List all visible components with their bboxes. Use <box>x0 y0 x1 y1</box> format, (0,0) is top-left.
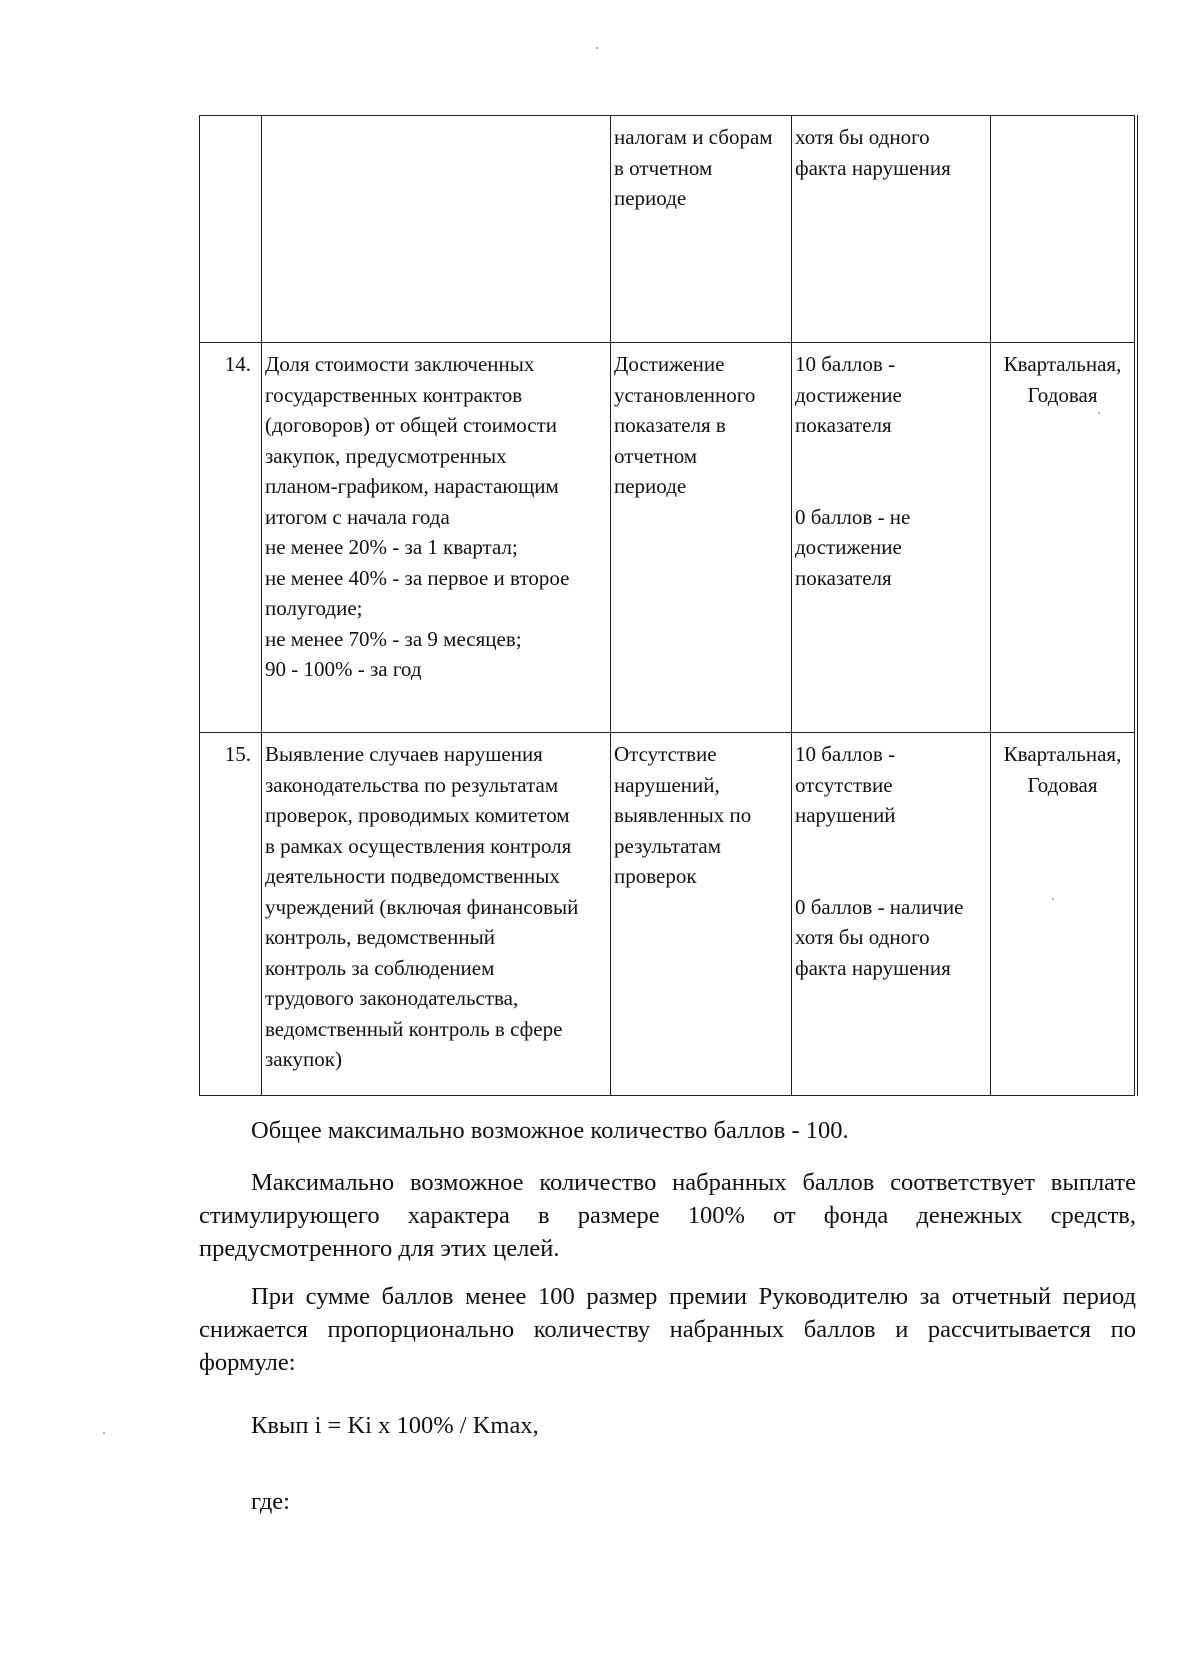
row-number-cell: 14. <box>200 343 262 733</box>
score-line: 0 баллов - не <box>795 504 911 529</box>
criterion-cell <box>611 116 792 343</box>
score-line: нарушений <box>795 803 896 827</box>
score-line: 10 баллов - <box>795 352 896 376</box>
table-row <box>200 116 1137 343</box>
indicator-cell <box>262 343 611 733</box>
indicator-line: 90 - 100% - за год <box>265 657 422 681</box>
criterion-line: нарушений, <box>614 772 720 797</box>
indicator-line: итогом с начала года <box>265 504 450 529</box>
criterion-line: Отсутствие <box>614 742 717 766</box>
indicator-line: не менее 20% - за 1 квартал; <box>265 535 518 559</box>
criterion-line: налогам и сборам <box>614 125 773 149</box>
indicator-line: планом-графиком, нарастающим <box>265 474 559 498</box>
score-spacer <box>795 441 988 502</box>
period-line: Годовая <box>1027 772 1098 797</box>
indicator-cell <box>262 116 611 343</box>
row-number-cell <box>200 116 262 343</box>
score-cell <box>792 343 991 733</box>
indicator-line: в рамках осуществления контроля <box>265 833 572 858</box>
reduced-bonus-paragraph: При сумме баллов менее 100 размер премии Руководителю за отчетный период снижается пропорционально количеству набранных баллов и рассчитывается по формуле: <box>199 1283 1136 1376</box>
score-cell <box>792 116 991 343</box>
score-line: хотя бы одного <box>795 925 930 949</box>
period-cell <box>991 116 1137 343</box>
criterion-cell <box>611 733 792 1096</box>
indicator-line: контроль, ведомственный <box>265 925 495 949</box>
score-line: показателя <box>795 565 892 590</box>
indicator-line: Доля стоимости заключенных <box>265 352 535 376</box>
indicator-line: государственных контрактов <box>265 382 523 407</box>
score-line: хотя бы одного <box>795 125 930 149</box>
indicator-line: учреждений (включая финансовый <box>265 894 579 919</box>
indicator-line: законодательства по результатам <box>265 772 559 797</box>
indicator-line: Выявление случаев нарушения <box>265 742 543 766</box>
bonus-formula: Квып i = Ki x 100% / Kmax, <box>251 1412 539 1439</box>
score-line: достижение <box>795 382 902 407</box>
indicator-line: трудового законодательства, <box>265 986 519 1010</box>
score-spacer <box>795 831 988 892</box>
indicator-cell <box>262 733 611 1096</box>
table-row <box>200 733 1137 1096</box>
scan-speck <box>103 1432 105 1434</box>
period-line: Годовая <box>1027 382 1098 407</box>
criterion-line: периоде <box>614 186 687 210</box>
indicator-line: контроль за соблюдением <box>265 955 495 980</box>
criterion-line: в отчетном <box>614 155 713 180</box>
max-points-paragraph: Максимально возможное количество набранных баллов соответствует выплате стимулирующего характера в размере 100% от фонда денежных средств, предусмотренного для этих целей. <box>199 1169 1136 1262</box>
period-cell <box>991 733 1137 1096</box>
indicator-line: (договоров) от общей стоимости <box>265 413 558 437</box>
period-line: Квартальная, <box>1003 352 1122 376</box>
criterion-line: показателя в <box>614 413 726 437</box>
criterion-line: результатам <box>614 833 722 858</box>
table-row <box>200 343 1137 733</box>
indicator-line: не менее 40% - за первое и второе <box>265 565 570 590</box>
score-line: достижение <box>795 535 902 559</box>
criterion-line: проверок <box>614 864 697 888</box>
scan-speck <box>596 47 598 49</box>
score-line: 0 баллов - наличие <box>795 894 964 919</box>
criterion-line: установленного <box>614 382 756 407</box>
period-cell <box>991 343 1137 733</box>
scan-speck <box>1052 898 1054 900</box>
formula-where-label: где: <box>251 1488 290 1515</box>
criterion-line: Достижение <box>614 352 725 376</box>
indicator-line: ведомственный контроль в сфере <box>265 1016 563 1041</box>
score-line: 10 баллов - <box>795 742 896 766</box>
criterion-line: отчетном <box>614 443 698 468</box>
score-line: показателя <box>795 413 892 437</box>
score-line: факта нарушения <box>795 155 951 180</box>
indicator-line: полугодие; <box>265 596 363 620</box>
total-points-paragraph: Общее максимально возможное количество баллов - 100. <box>251 1117 849 1144</box>
score-line: факта нарушения <box>795 955 951 980</box>
scan-speck <box>1098 412 1100 414</box>
indicator-line: деятельности подведомственных <box>265 864 560 888</box>
indicator-line: проверок, проводимых комитетом <box>265 803 570 827</box>
indicator-line: закупок) <box>265 1047 342 1071</box>
criterion-line: периоде <box>614 474 687 498</box>
indicator-line: закупок, предусмотренных <box>265 443 507 468</box>
criterion-cell <box>611 343 792 733</box>
criterion-line: выявленных по <box>614 803 752 827</box>
row-number-cell: 15. <box>200 733 262 1096</box>
score-cell <box>792 733 991 1096</box>
indicator-line: не менее 70% - за 9 месяцев; <box>265 626 522 651</box>
period-line: Квартальная, <box>1003 742 1122 766</box>
score-line: отсутствие <box>795 772 893 797</box>
criteria-table <box>199 115 1138 1096</box>
